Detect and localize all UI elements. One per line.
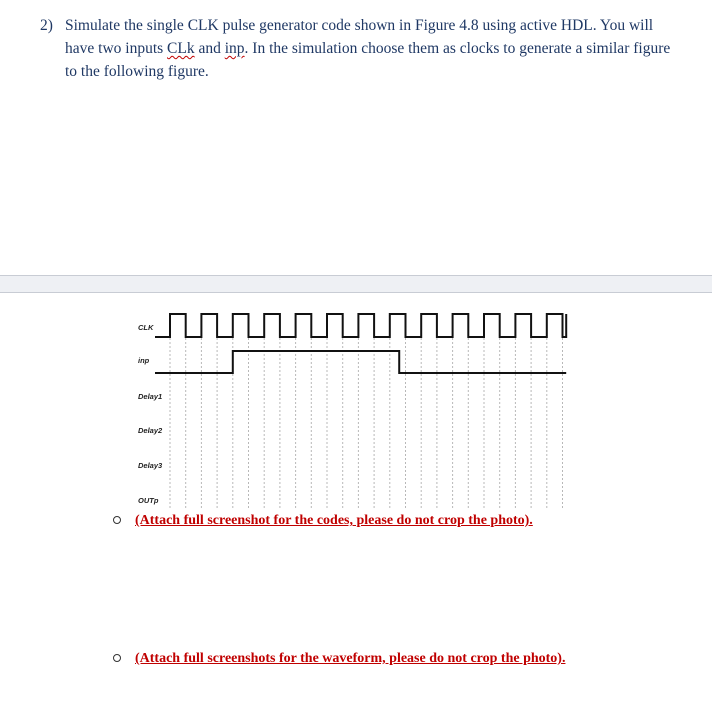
bullet-circle-icon <box>113 654 121 662</box>
signal-label-delay3: Delay3 <box>138 461 163 470</box>
instruction-codes-text: (Attach full screenshot for the codes, please do not crop the photo). <box>135 513 533 528</box>
clk-input-name: CLk <box>167 40 195 57</box>
question-part1: Simulate the single CLK pulse generator code shown in Figure 4.8 using active HDL. You will have two inputs <box>65 17 654 57</box>
question-body <box>65 14 680 83</box>
clk-waveform <box>155 314 566 337</box>
instruction-waveform <box>113 651 565 667</box>
question-part2: . In the simulation choose them as clocks to generate a similar figure to the following figure. <box>65 40 671 80</box>
signal-label-outp: OUTp <box>138 496 159 505</box>
instruction-waveform-text: (Attach full screenshots for the waveform, please do not crop the photo). <box>135 651 566 666</box>
waveform-canvas <box>120 300 570 512</box>
instruction-codes <box>113 513 533 529</box>
signal-label-inp: inp <box>138 356 150 365</box>
page-break-band <box>0 275 712 293</box>
signal-label-delay1: Delay1 <box>138 392 163 401</box>
signal-label-delay2: Delay2 <box>138 426 163 435</box>
signal-label-clk: CLK <box>138 323 154 332</box>
question-number: 2) <box>40 17 53 34</box>
bullet-circle-icon <box>113 516 121 524</box>
inp-input-name: inp <box>224 40 245 57</box>
question-text <box>40 14 680 83</box>
and-word: and <box>194 40 225 57</box>
